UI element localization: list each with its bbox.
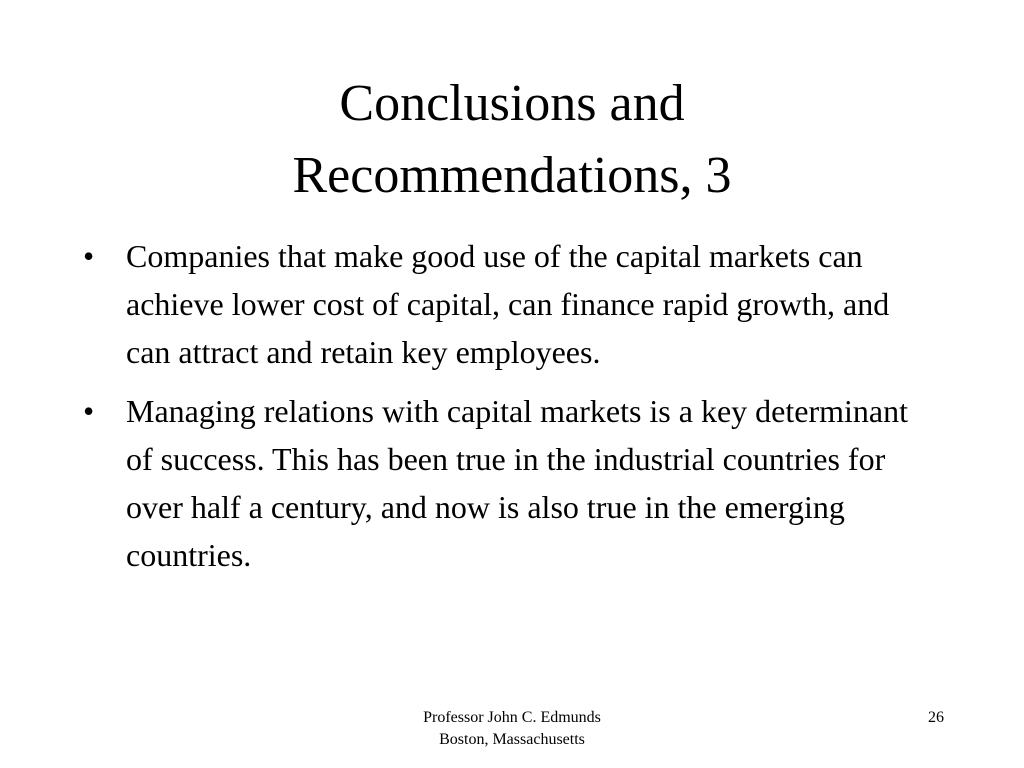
footer-location: Boston, Massachusetts [439,731,585,748]
bullet-marker: • [83,393,95,429]
bullet-text: Managing relations with capital markets is a key determinant of success. This has been true in the industrial countries for over half a century, and now is also true in the emerging countries. [126,393,908,573]
bullet-item [83,232,923,376]
slide-title-line-2: Recommendations, 3 [292,147,732,204]
bullet-text: Companies that make good use of the capital markets can achieve lower cost of capital, can finance rapid growth, and can attract and retain key employees. [126,238,890,370]
bullet-list [83,232,923,590]
slide-title-line-1: Conclusions and [339,75,685,132]
slide-page-number: 26 [928,709,944,726]
slide-footer [362,707,662,751]
bullet-item [83,387,923,579]
bullet-marker: • [83,238,95,274]
slide-title [150,68,874,212]
footer-author: Professor John C. Edmunds [423,709,601,726]
